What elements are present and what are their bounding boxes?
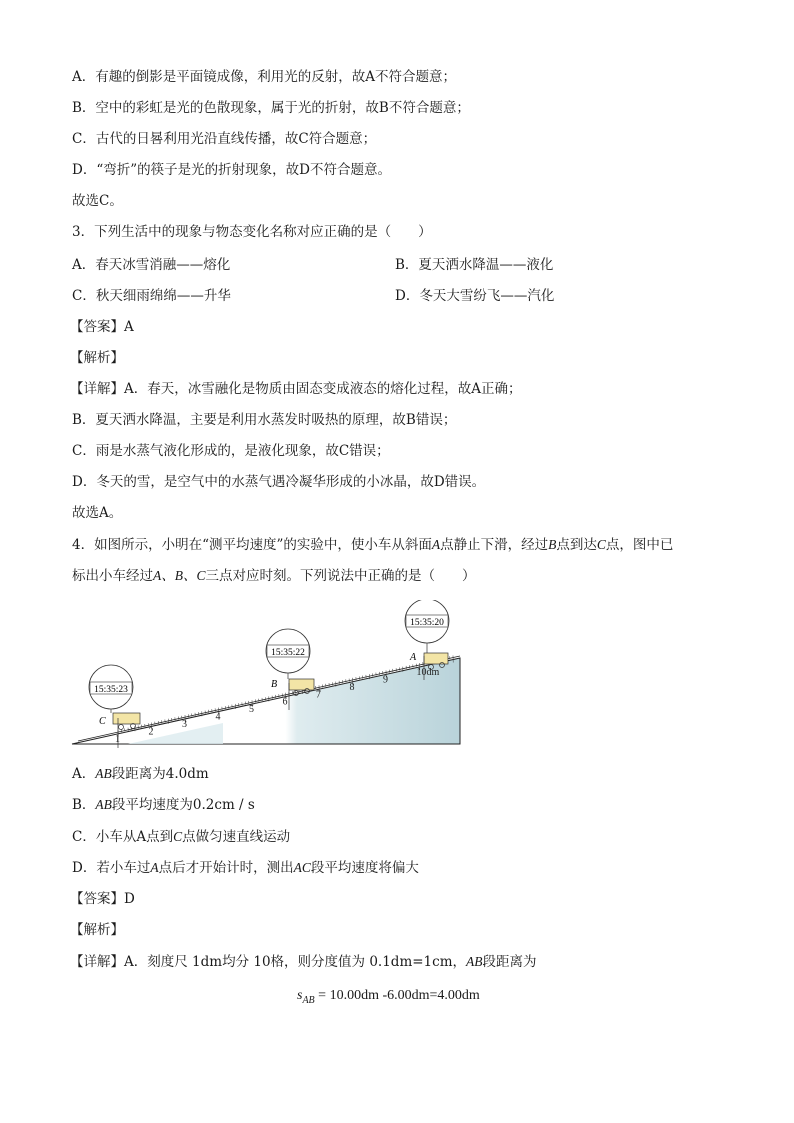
q3-answer: 【答案】A	[70, 319, 134, 335]
q4-analysis-label: 【解析】	[70, 922, 124, 938]
q4-option-text: 段平均速度将偏大	[310, 860, 419, 876]
q3-detail-a: 【详解】A．春天，冰雪融化是物质由固态变成液态的熔化过程，故A正确；	[70, 381, 522, 397]
q3-detail-d: D．冬天的雪，是空气中的水蒸气遇冷凝华形成的小冰晶，故D错误。	[72, 474, 486, 490]
label-a: A	[410, 652, 417, 663]
q4-stem-text: 点，图中已	[605, 537, 674, 553]
q2-analysis-b: B．空中的彩虹是光的色散现象，属于光的折射，故B不符合题意；	[72, 100, 470, 116]
q4-stem-text: 点静止下滑，经过	[440, 537, 549, 553]
q4-detail-text: 【详解】A．刻度尺 1dm均分 10格，则分度值为 0.1dm=1cm，	[70, 954, 467, 970]
q4-detail	[70, 953, 537, 971]
q4-option-text: 段平均速度为0.2cm / s	[111, 797, 255, 813]
ruler-label: 10dm	[416, 667, 440, 678]
q4-point-a: A	[431, 537, 441, 552]
q4-option-text: A．	[72, 766, 96, 782]
formula-rest: = 10.00dm -6.00dm=4.00dm	[314, 988, 480, 1003]
q3-option-c: C．秋天细雨绵绵——升华	[72, 288, 231, 304]
q4-point-b: B	[548, 537, 557, 552]
q3-detail-c: C．雨是水蒸气液化形成的，是液化现象，故C错误；	[72, 443, 390, 459]
formula-subscript: AB	[302, 994, 315, 1006]
ruler-label: 3	[182, 719, 187, 730]
incline	[72, 658, 460, 744]
clock-b-time: 15:35:22	[271, 648, 305, 658]
q4-option-text: D．若小车过	[72, 860, 151, 876]
q4-stem-line1	[72, 536, 673, 554]
q4-points-abc: A、B、C	[153, 568, 206, 583]
q4-math: C	[173, 829, 183, 844]
ruler-label: 6	[282, 696, 288, 708]
q2-analysis-d: D．“弯折”的筷子是光的折射现象，故D不符合题意。	[72, 162, 391, 178]
clock-a-time: 15:35:20	[410, 618, 444, 628]
q4-option-text: 点后才开始计时，测出	[158, 860, 294, 876]
q2-conclusion: 故选C。	[72, 193, 123, 209]
ruler-label: 2	[148, 726, 154, 738]
q4-math: AC	[293, 860, 311, 875]
cart-c	[113, 713, 140, 730]
ruler-label: 5	[249, 704, 254, 716]
q4-formula	[297, 988, 480, 1006]
ruler-label: 9	[383, 674, 388, 686]
q3-option-d: D．冬天大雪纷飞——汽化	[395, 288, 555, 304]
q4-option-c	[72, 828, 290, 846]
q3-analysis-label: 【解析】	[70, 350, 124, 366]
ruler-label: 8	[349, 681, 355, 693]
clock-c-time: 15:35:23	[94, 685, 128, 695]
q4-stem-text: 标出小车经过	[72, 568, 153, 584]
q3-detail-b: B．夏天洒水降温，主要是利用水蒸发时吸热的原理，故B错误；	[72, 412, 457, 428]
q4-detail-text: 段距离为	[482, 954, 537, 970]
q2-analysis-c: C．古代的日晷利用光沿直线传播，故C符合题意；	[72, 131, 377, 147]
q4-option-a	[72, 765, 209, 783]
q4-stem-text: 点到达	[556, 537, 597, 553]
ruler-label: 7	[316, 689, 321, 701]
q4-option-text: C．小车从A点到	[72, 829, 174, 845]
q3-option-a: A．春天冰雪消融——熔化	[72, 257, 231, 273]
incline-figure	[68, 600, 468, 750]
q4-math: AB	[95, 766, 112, 781]
q4-math: AB	[466, 954, 483, 969]
q4-stem-line2	[72, 567, 476, 585]
label-b: B	[271, 679, 278, 690]
label-c: C	[99, 716, 106, 727]
q4-stem-text: 三点对应时刻。下列说法中正确的是（ ）	[205, 568, 476, 584]
q4-math: AB	[95, 797, 112, 812]
q4-stem-text: 4．如图所示，小明在“测平均速度”的实验中，使小车从斜面	[72, 537, 432, 553]
formula-s: s	[297, 988, 303, 1003]
q4-option-d	[72, 859, 419, 877]
ruler-label: 4	[215, 711, 221, 723]
q3-stem: 3．下列生活中的现象与物态变化名称对应正确的是（ ）	[72, 224, 432, 240]
q4-math: A	[150, 860, 159, 875]
q4-option-b	[72, 796, 255, 814]
q4-option-text: 段距离为4.0dm	[111, 766, 209, 782]
q2-analysis-a: A．有趣的倒影是平面镜成像，利用光的反射，故A不符合题意；	[72, 69, 456, 85]
q4-point-c: C	[596, 537, 606, 552]
q4-answer: 【答案】D	[70, 891, 135, 907]
q4-option-text: 点做匀速直线运动	[182, 829, 291, 845]
q3-option-b: B．夏天洒水降温——液化	[395, 257, 554, 273]
ruler-label: 1	[115, 733, 120, 745]
q3-conclusion: 故选A。	[72, 505, 123, 521]
q4-option-text: B．	[72, 797, 96, 813]
